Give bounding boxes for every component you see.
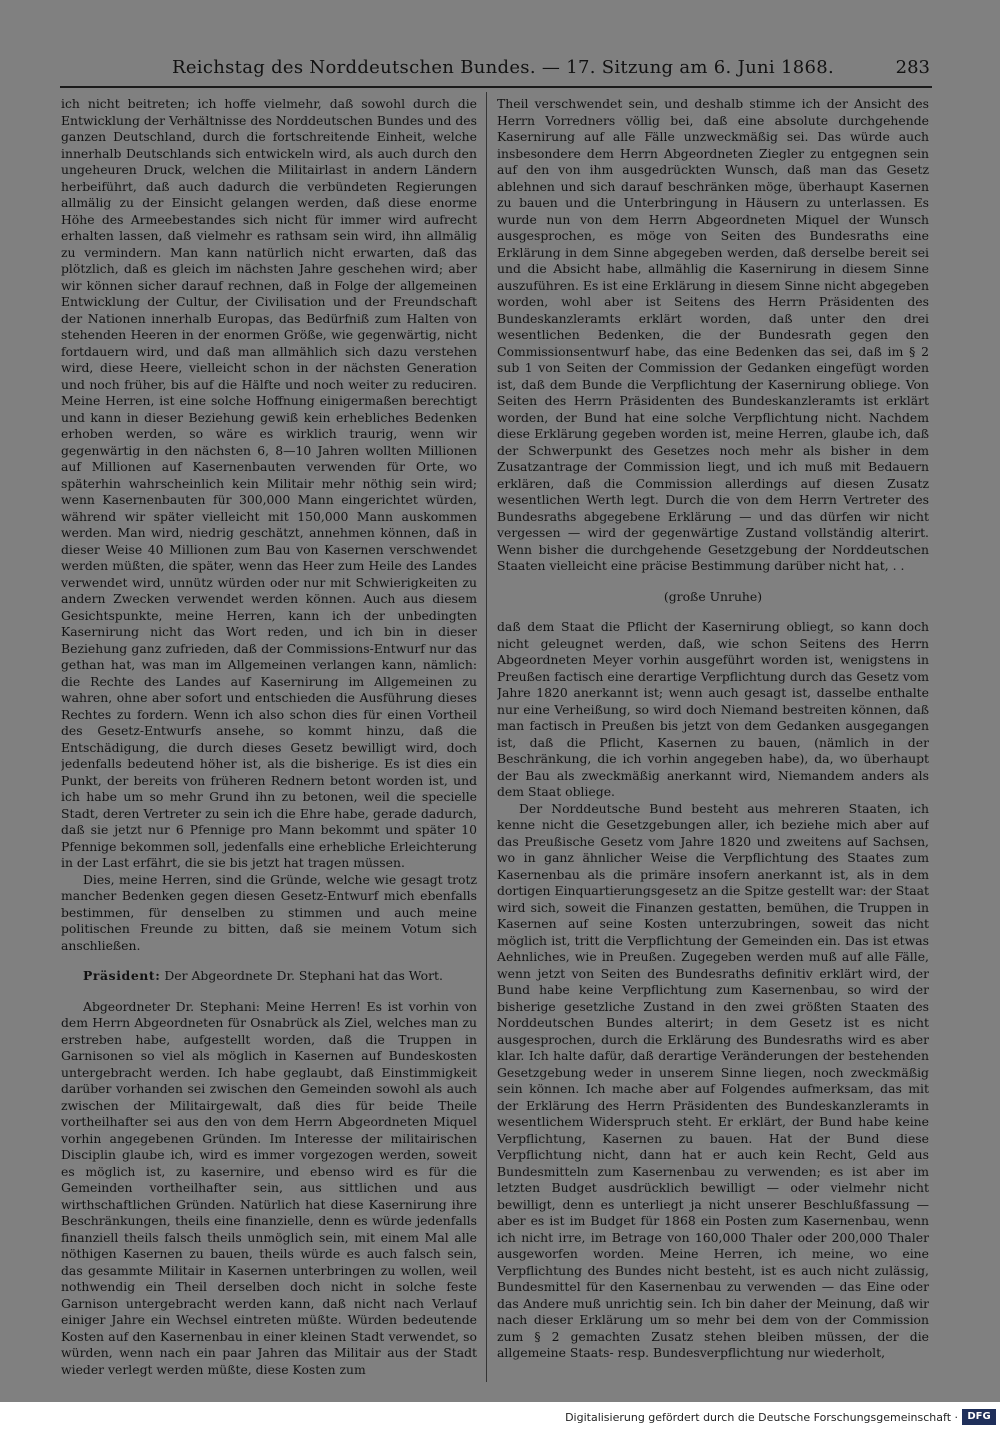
right-column bbox=[497, 96, 929, 1381]
interjection: (große Unruhe) bbox=[663, 588, 763, 604]
running-header bbox=[62, 55, 930, 81]
paragraph: ich nicht beitreten; ich hoffe vielmehr, daß sowohl durch die Entwicklung der Verhältnisse des Norddeutschen Bundes und des ganzen Deutschland, durch die fortschreitende Einheit, welche innerhalb Deutschlands sich entwickeln wird, als auch durch den ungeheuren Druck, welchen die Militairlast in andern Ländern herbeiführt, daß auch dadurch die verbündeten Regierungen allmälig zu der Einsicht gelangen werden, daß diese enorme Höhe des Armeebestandes sich nicht für immer wird aufrecht erhalten lassen, daß vielmehr es rathsam sein wird, ihn allmälig zu vermindern. Man kann natürlich nicht erwarten, daß das plötzlich, daß es gleich im nächsten Jahre geschehen wird; aber wir können sicher darauf rechnen, daß in Folge der allgemeinen Entwicklung der Cultur, der Civilisation und der Freundschaft der Nationen innerhalb Europas, das Bedürfniß zum Halten von stehenden Heeren in der enormen Größe, wie gegenwärtig, nicht fortdauern wird, und daß man allmählich sich dazu verstehen wird, diese Heere, vielleicht schon in der nächsten Generation und noch früher, bis auf die Hälfte und noch weiter zu reduciren. Meine Herren, ist eine solche Hoffnung einigermaßen berechtigt und kann in dieser Beziehung gewiß kein erhebliches Bedenken erhoben werden, so wäre es wirklich traurig, wenn wir gegenwärtig in den nächsten 6, 8—10 Jahren wollten Millionen auf Millionen auf Kasernenbauten verwenden für Orte, wo späterhin wahrscheinlich kein Militair mehr nöthig sein wird; wenn Kasernenbauten für 300,000 Mann eingerichtet würden, während wir später vielleicht mit 150,000 Mann auskommen werden. Man wird, niedrig geschätzt, annehmen können, daß in dieser Weise 40 Millionen zum Bau von Kasernen verschwendet werden müßten, die später, wenn das Heer zum Heile des Landes verwendet wird, unnütz würden oder nur mit Schwierigkeiten zu andern Zwecken verwendet werden können. Auch aus diesem Gesichtspunkte, meine Herren, kann ich der unbedingten Kasernirung nicht das Wort reden, und ich bin in dieser Beziehung ganz zufrieden, daß der Commissions-Entwurf nur das gethan hat, was man im Allgemeinen verlangen kann, nämlich: die Rechte des Landes auf Kasernirung im Allgemeinen zu wahren, ohne aber sofort und entschieden die Ausführung dieses Rechtes zu fordern. Wenn ich also schon dies für einen Vortheil des Gesetz-Entwurfs ansehe, so kommt hinzu, daß die Entschädigung, die durch dieses Gesetz bewilligt wird, doch jedenfalls bedeutend höher ist, als die bisherige. Es ist dies ein Punkt, der bereits von früheren Rednern betont worden ist, und ich habe um so mehr Grund ihn zu betonen, weil die specielle Stadt, deren Vertreter zu sein ich die Ehre habe, gerade dadurch, daß sie jetzt nur 6 Pfennige pro Mann bekommt und später 10 Pfennige bekommen soll, jedenfalls eine erhebliche Erleichterung in der Last erfährt, die sie bis jetzt hat tragen müssen. bbox=[61, 96, 477, 870]
paragraph: Theil verschwendet sein, und deshalb stimme ich der Ansicht des Herrn Vorredners völlig bei, daß eine absolute durchgehende Kasernirung auf alle Fälle unzweckmäßig sei. Das würde auch insbesondere dem Herrn Abgeordneten Ziegler zu entgegnen sein auf den von ihm ausgedrückten Wunsch, daß man das Gesetz ablehnen und sich darauf beschränken möge, überhaupt Kasernen zu bauen und die Unterbringung in Häusern zu unterlassen. Es wurde nun von dem Herrn Abgeordneten Miquel der Wunsch ausgesprochen, es möge von Seiten des Bundesraths eine Erklärung in dem Sinne abgegeben werden, daß derselbe bereit sei und die Absicht habe, allmählig die Kasernirung in diesem Sinne auszuführen. Es ist eine Erklärung in diesem Sinne nicht abgegeben worden, wohl aber ist Seitens des Herrn Präsidenten des Bundeskanzleramts erklärt worden, daß unter den drei wesentlichen Bedenken, die der Bundesrath gegen den Commissionsentwurf habe, das eine Bedenken das sei, daß im § 2 sub 1 von Seiten der Commission der Gedanken eingefügt worden ist, daß dem Bunde die Verpflichtung der Kasernirung obliege. Von Seiten des Herrn Präsidenten des Bundeskanzleramts ist erklärt worden, der Bund hat eine solche Verpflichtung nicht. Nachdem diese Erklärung gegeben worden ist, meine Herren, glaube ich, daß der Schwerpunkt des Gesetzes noch mehr als bisher in dem Zusatzantrage der Commission liegt, und ich muß mit Bedauern erklären, daß die Commission allerdings auf diesen Zusatz wesentlichen Werth legt. Durch die von dem Herrn Vertreter des Bundesraths abgegebene Erklärung — und das dürfen wir nicht vergessen — wird der gegenwärtige Zustand vollständig alterirt. Wenn bisher die durchgehende Gesetzgebung der Norddeutschen Staaten vielleicht eine präcise Bestimmung darüber nicht hat, . . bbox=[497, 96, 929, 573]
footer-credit: Digitalisierung gefördert durch die Deutsche Forschungsgemeinschaft · bbox=[565, 1411, 958, 1424]
paragraph: Dies, meine Herren, sind die Gründe, welche wie gesagt trotz mancher Bedenken gegen diesen Gesetz-Entwurf mich ebenfalls bestimmen, für denselben zu stimmen und auch meine politischen Freunde zu bitten, daß sie meinem Votum sich anschließen. bbox=[61, 871, 477, 953]
column-divider bbox=[486, 92, 487, 1382]
paragraph: Abgeordneter Dr. Stephani: Meine Herren! Es ist vorhin von dem Herrn Abgeordneten für Osnabrück als Ziel, welches man zu erstreben habe, aufgestellt worden, daß die Truppen in Garnisonen so viel als möglich in Kasernen auf Bundeskosten untergebracht werden. Ich habe geglaubt, daß Einstimmigkeit darüber vorhanden sei zwischen den Gemeinden sowohl als auch zwischen der Militairgewalt, daß dies für beide Theile vortheilhafter sei aus den von dem Herrn Abgeordneten Miquel vorhin angegebenen Gründen. Im Interesse der militairischen Disciplin glaube ich, wird es immer vorgezogen werden, soweit es möglich ist, zu kasernire, und ebenso wird es für die Gemeinden vortheilhafter sein, aus sittlichen und aus wirthschaftlichen Gründen. Natürlich hat diese Kasernirung ihre Beschränkungen, theils eine finanzielle, denn es würde jedenfalls finanziell theils falsch theils unmöglich sein, mit einem Mal alle nöthigen Kasernen zu bauen, theils würde es auch falsch sein, das gesammte Militair in Kasernen unterbringen zu wollen, weil nothwendig ein Theil derselben doch nicht in solche feste Garnison untergebracht werden kann, daß nicht nach Verlauf einiger Jahre ein Wechsel eintreten müßte. Würden bedeutende Kosten auf den Kasernenbau in einer kleinen Stadt verwendet, so würden, wenn nach ein paar Jahren das Militair aus der Stadt wieder verlegt werden müßte, diese Kosten zum bbox=[61, 998, 477, 1377]
speaker-text: Der Abgeordnete Dr. Stephani hat das Wort. bbox=[160, 968, 443, 983]
speaker-label: Präsident: bbox=[83, 968, 161, 983]
paragraph: Der Norddeutsche Bund besteht aus mehreren Staaten, ich kenne nicht die Gesetzgebungen aller, ich beziehe mich aber auf das Preußische Gesetz vom Jahre 1820 und zweitens auf Sachsen, wo in ganz ähnlicher Weise die Verpflichtung des Staates zum Kasernenbau als die primäre insofern anerkannt ist, als in dem dortigen Einquartierungsgesetz an die Spitze gestellt war: der Staat wird sich, soweit die Finanzen gestatten, bemühen, die Truppen in Kasernen auf seine Kosten unterzubringen, soweit das nicht möglich ist, tritt die Verpflichtung der Gemeinden ein. Das ist etwas Aehnliches, wie in Preußen. Zugegeben werden muß auf alle Fälle, wenn jetzt von Seiten des Bundesraths definitiv erklärt wird, der Bund habe keine Verpflichtung zum Kasernenbau, so wird der bisherige gesetzliche Zustand in den zwei größten Staaten des Norddeutschen Bundes alterirt; in dem Gesetz ist es nicht ausgesprochen, durch die Erklärung des Bundesraths wird es aber klar. Ich halte dafür, daß derartige Veränderungen der bestehenden Gesetzgebung weder in unserem Sinne liegen, noch zweckmäßig sein können. Ich mache aber auf Folgendes aufmerksam, das mit der Erklärung des Herrn Präsidenten des Bundeskanzleramts in wesentlichem Widerspruch steht. Er erklärt, der Bund habe keine Verpflichtung, Kasernen zu bauen. Hat der Bund diese Verpflichtung nicht, dann hat er auch kein Recht, Geld aus Bundesmitteln zum Kasernenbau zu verwenden; es ist aber im letzten Budget ausdrücklich bewilligt — oder vielmehr nicht bewilligt, denn es unterliegt ja nicht unserer Beschlußfassung — aber es ist im Budget für 1868 ein Posten zum Kasernenbau, wenn ich nicht irre, im Betrage von 160,000 Thaler oder 200,000 Thaler ausgeworfen worden. Meine Herren, ich meine, wo eine Verpflichtung des Bundes nicht besteht, ist es auch nicht zulässig, Bundesmittel für den Kasernenbau zu verwenden — das Eine oder das Andere muß unrichtig sein. Ich bin daher der Meinung, daß wir nach dieser Erklärung um so mehr bei dem von der Commission zum § 2 gemachten Zusatz stehen bleiben müssen, der die allgemeine Staats- resp. Bundesverpflichtung nur wiederholt, bbox=[497, 800, 929, 1360]
page-number: 283 bbox=[895, 57, 930, 78]
speaker-paragraph bbox=[61, 968, 477, 985]
paragraph: daß dem Staat die Pflicht der Kasernirung obliegt, so kann doch nicht geleugnet werden, daß, wie schon Seitens des Herrn Abgeordneten Meyer vorhin ausgeführt worden ist, wenigstens in Preußen factisch eine derartige Verpflichtung durch das Gesetz vom Jahre 1820 anerkannt ist; wenn auch gesagt ist, dasselbe enthalte nur eine Verheißung, so wird doch Niemand bestreiten können, daß man factisch in Preußen bis jetzt von dem Gedanken ausgegangen ist, daß die Pflicht, Kasernen zu bauen, (nämlich in der Beschränkung, die ich vorhin angegeben habe), da, wo überhaupt der Bau als zweckmäßig anerkannt wird, Niemandem anders als dem Staat obliege. bbox=[497, 619, 929, 799]
dfg-logo: DFG bbox=[962, 1409, 996, 1425]
left-column bbox=[61, 96, 477, 1381]
header-title: Reichstag des Norddeutschen Bundes. — 17. Sitzung am 6. Juni 1868. bbox=[172, 57, 835, 78]
header-rule bbox=[60, 86, 932, 88]
footer-bar bbox=[0, 1402, 1000, 1432]
